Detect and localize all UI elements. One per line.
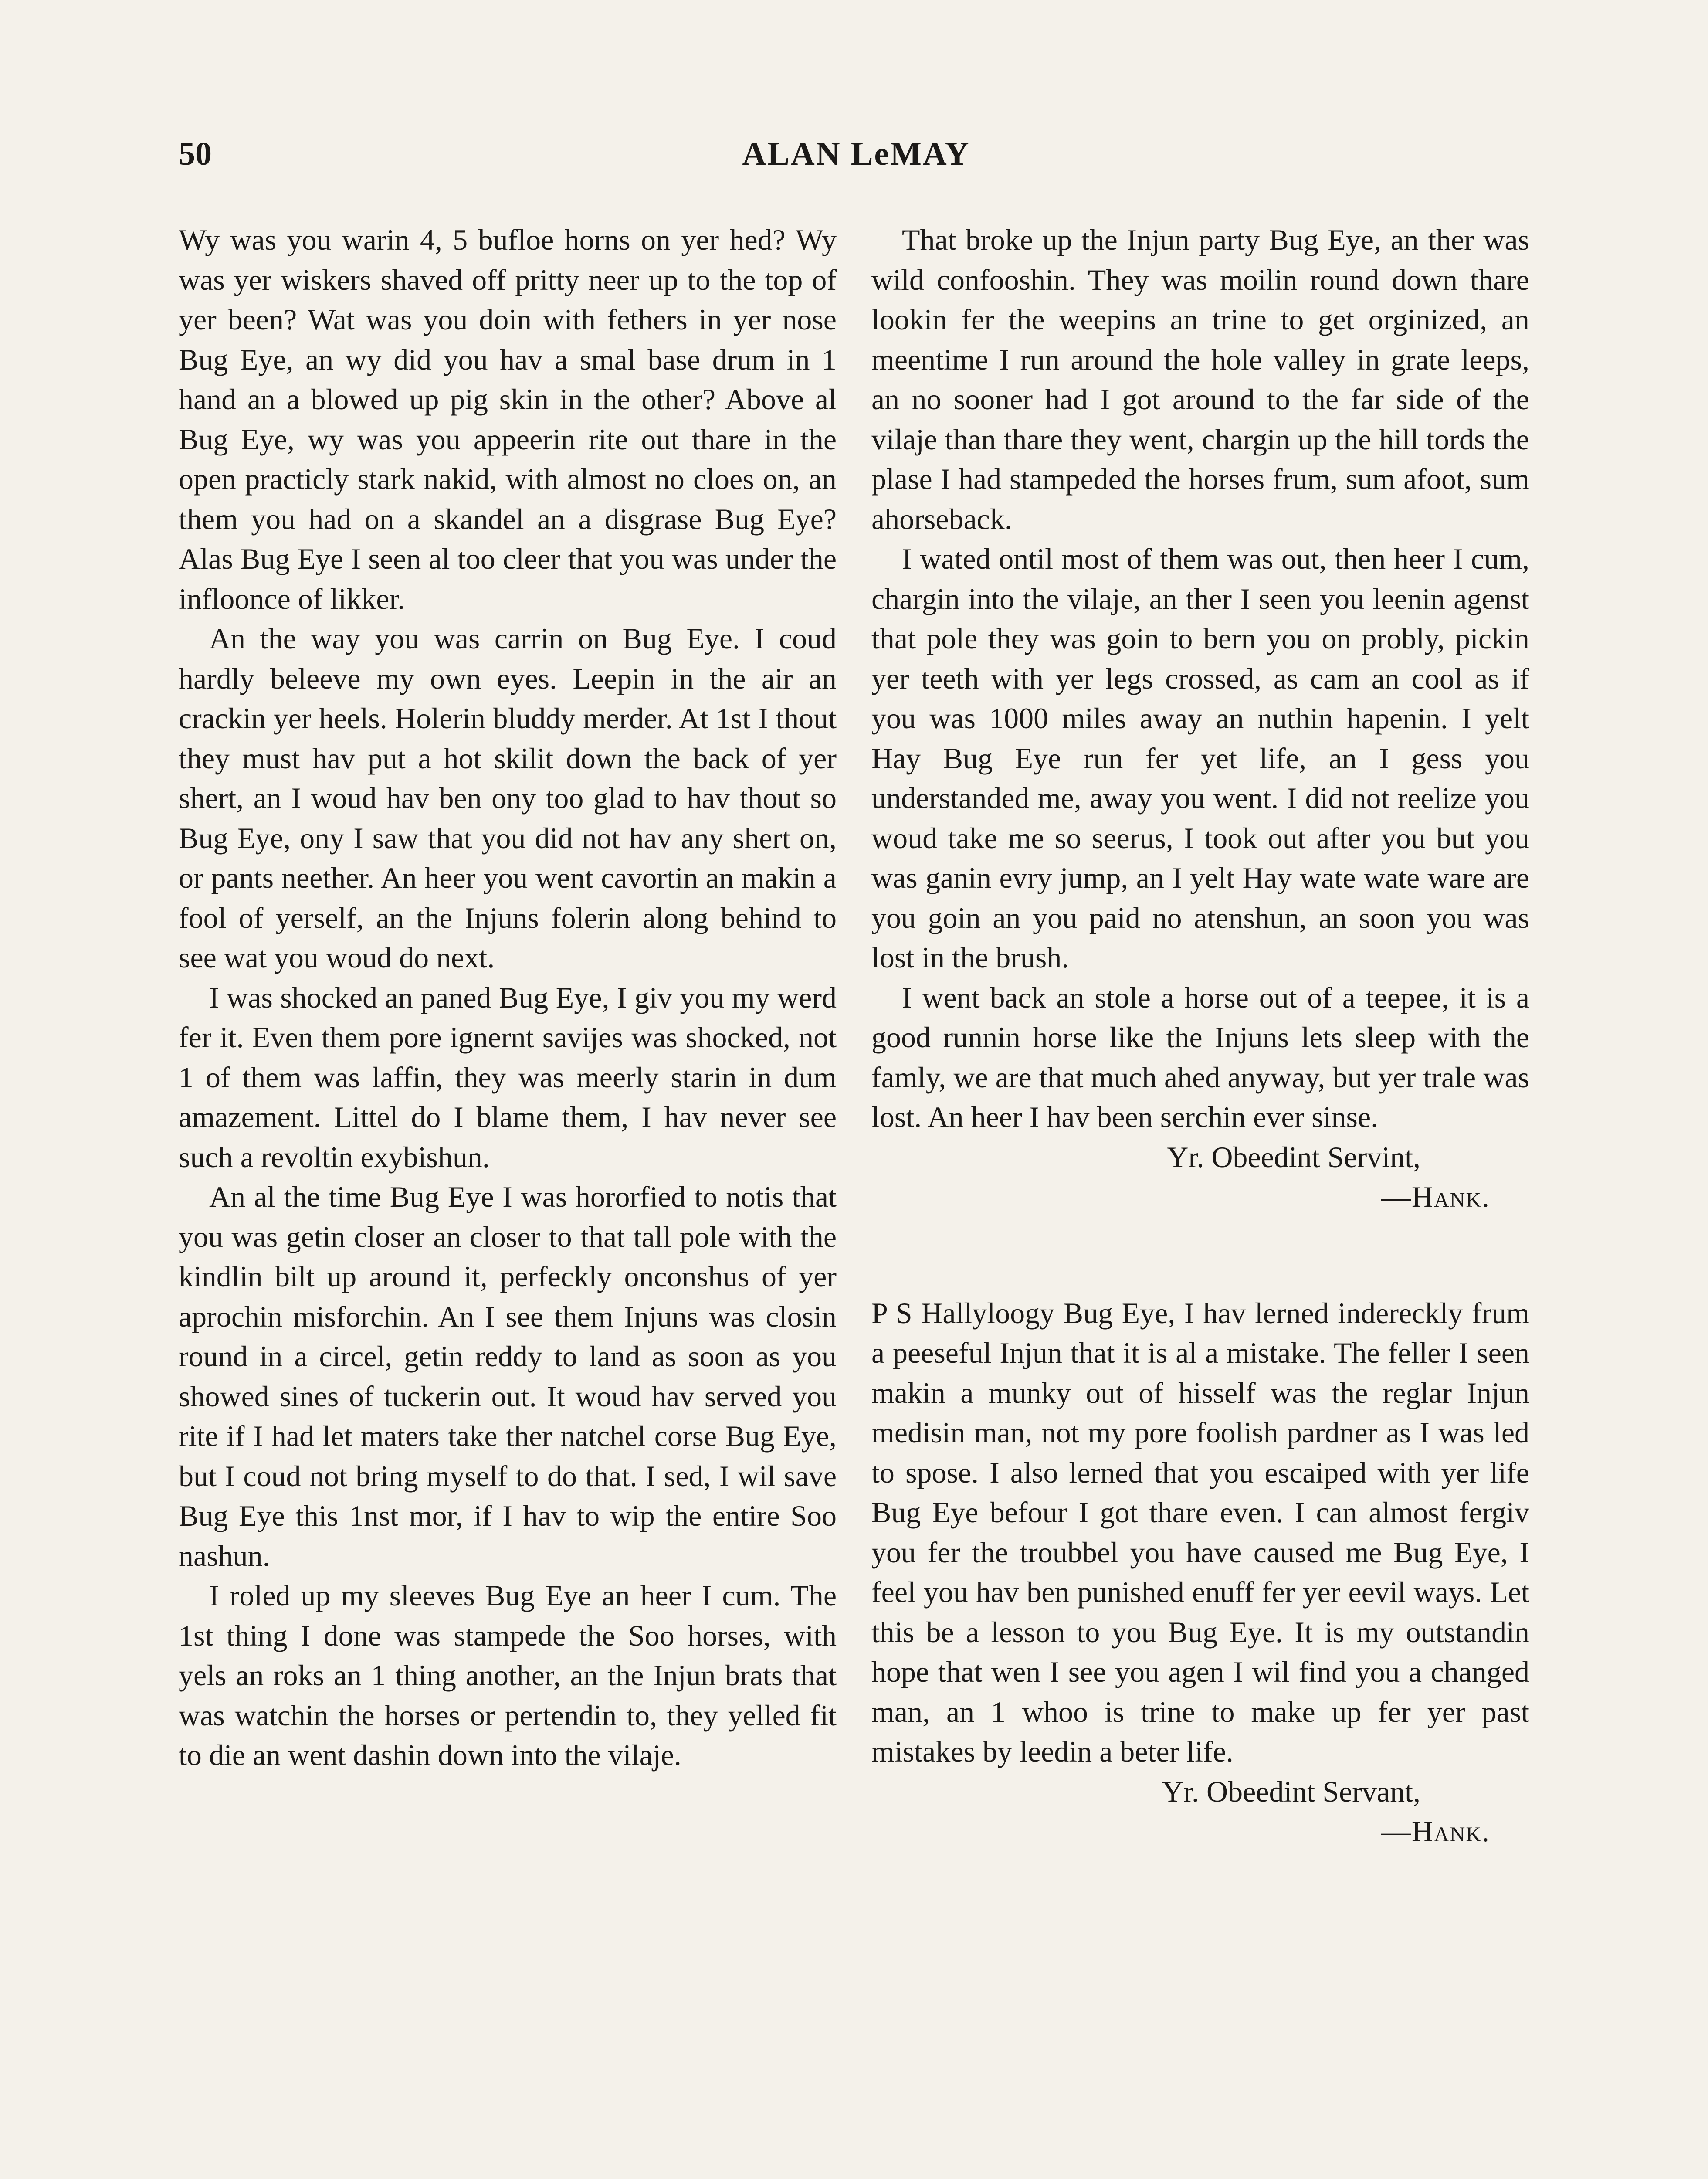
letter-closing-postscript: Yr. Obeedint Servant, [1162, 1775, 1420, 1808]
right-column [871, 220, 1529, 1852]
postscript: P S Hallyloogy Bug Eye, I hav lerned indereckly frum a peeseful Injun that it is al a mistake. The feller I seen makin a munky out of hisself was the reglar Injun medisin man, not my pore foolish pardner as I was led to spose. I also lerned that you escaiped with yer life Bug Eye befour I got thare even. I can almost fergiv you fer the troubbel you have caused me Bug Eye, I feel you hav ben punished enuff fer yer eevil ways. Let this be a lesson to you Bug Eye. It is my outstandin hope that wen I see you agen I wil find you a changed man, an 1 whoo is trine to make up fer yer past mistakes by leedin a beter life. [871, 1296, 1529, 1768]
paragraph: An the way you was carrin on Bug Eye. I coud hardly beleeve my own eyes. Leepin in the air an crackin yer heels. Holerin bluddy merder. At 1st I thout they must hav put a hot skilit down the back of yer shert, an I woud hav ben ony too glad to hav thout so Bug Eye, ony I saw that you did not hav any shert on, or pants neether. An heer you went cavortin an makin a fool of yerself, an the Injuns folerin along behind to see wat you woud do next. [179, 622, 837, 974]
paragraph: I went back an stole a horse out of a teepee, it is a good runnin horse like the Injuns lets sleep with the famly, we are that much ahed anyway, but yer trale was lost. An heer I hav been serchin ever sinse. [871, 981, 1529, 1134]
paragraph: An al the time Bug Eye I was hororfied to notis that you was getin closer an closer to that tall pole with the kindlin bilt up around it, perfeckly onconshus of yer aprochin misforchin. An I see them Injuns was closin round in a circel, getin reddy to land as soon as you showed sines of tuckerin out. It woud hav served you rite if I had let maters take ther natchel corse Bug Eye, but I coud not bring myself to do that. I sed, I wil save Bug Eye this 1nst mor, if I hav to wip the entire Soo nashun. [179, 1180, 837, 1572]
running-head-author: ALAN LeMAY [742, 136, 970, 172]
left-column [179, 220, 837, 1775]
page-header [179, 130, 1534, 178]
paragraph: Wy was you warin 4, 5 bufloe horns on yer hed? Wy was yer wiskers shaved off pritty neer up to the top of yer been? Wat was you doin with fethers in yer nose Bug Eye, an wy did you hav a smal base drum in 1 hand an a blowed up pig skin in the other? Above al Bug Eye, wy was you appeerin rite out thare in the open practicly stark nakid, with almost no cloes on, an them you had on a skandel an a disgrase Bug Eye? Alas Bug Eye I seen al too cleer that you was under the infloonce of likker. [179, 223, 837, 615]
paragraph: That broke up the Injun party Bug Eye, an ther was wild confooshin. They was moilin round down thare lookin fer the weepins an trine to get orginized, an meentime I run around the hole valley in grate leeps, an no sooner had I got around to the far side of the vilaje than thare they went, chargin up the hill tords the plase I had stampeded the horses frum, sum afoot, sum ahorseback. [871, 223, 1529, 536]
letter-closing: Yr. Obeedint Servint, [1167, 1140, 1420, 1174]
page-number: 50 [179, 136, 212, 172]
letter-signature: —Hank. [1381, 1180, 1490, 1213]
paragraph: I roled up my sleeves Bug Eye an heer I cum. The 1st thing I done was stampede the Soo horses, with yels an roks an 1 thing another, an the Injun brats that was watchin the horses or pertendin to, they yelled fit to die an went dashin down into the vilaje. [179, 1579, 837, 1772]
letter-signature-postscript: —Hank. [1381, 1815, 1490, 1848]
spacer [871, 1217, 1529, 1293]
paragraph: I wated ontil most of them was out, then heer I cum, chargin into the vilaje, an ther I seen you leenin agenst that pole they was goin to bern you on probly, pickin yer teeth with yer legs crossed, as cam an cool as if you was 1000 miles away an nuthin hapenin. I yelt Hay Bug Eye run fer yet life, an I gess you understanded me, away you went. I did not reelize you woud take me so seerus, I took out after you but you was ganin evry jump, an I yelt Hay wate wate ware are you goin an you paid no atenshun, an soon you was lost in the brush. [871, 542, 1529, 974]
paragraph: I was shocked an paned Bug Eye, I giv you my werd fer it. Even them pore ignernt savijes was shocked, not 1 of them was laffin, they was meerly starin in dum amazement. Littel do I blame them, I hav never see such a revoltin exybishun. [179, 981, 837, 1174]
